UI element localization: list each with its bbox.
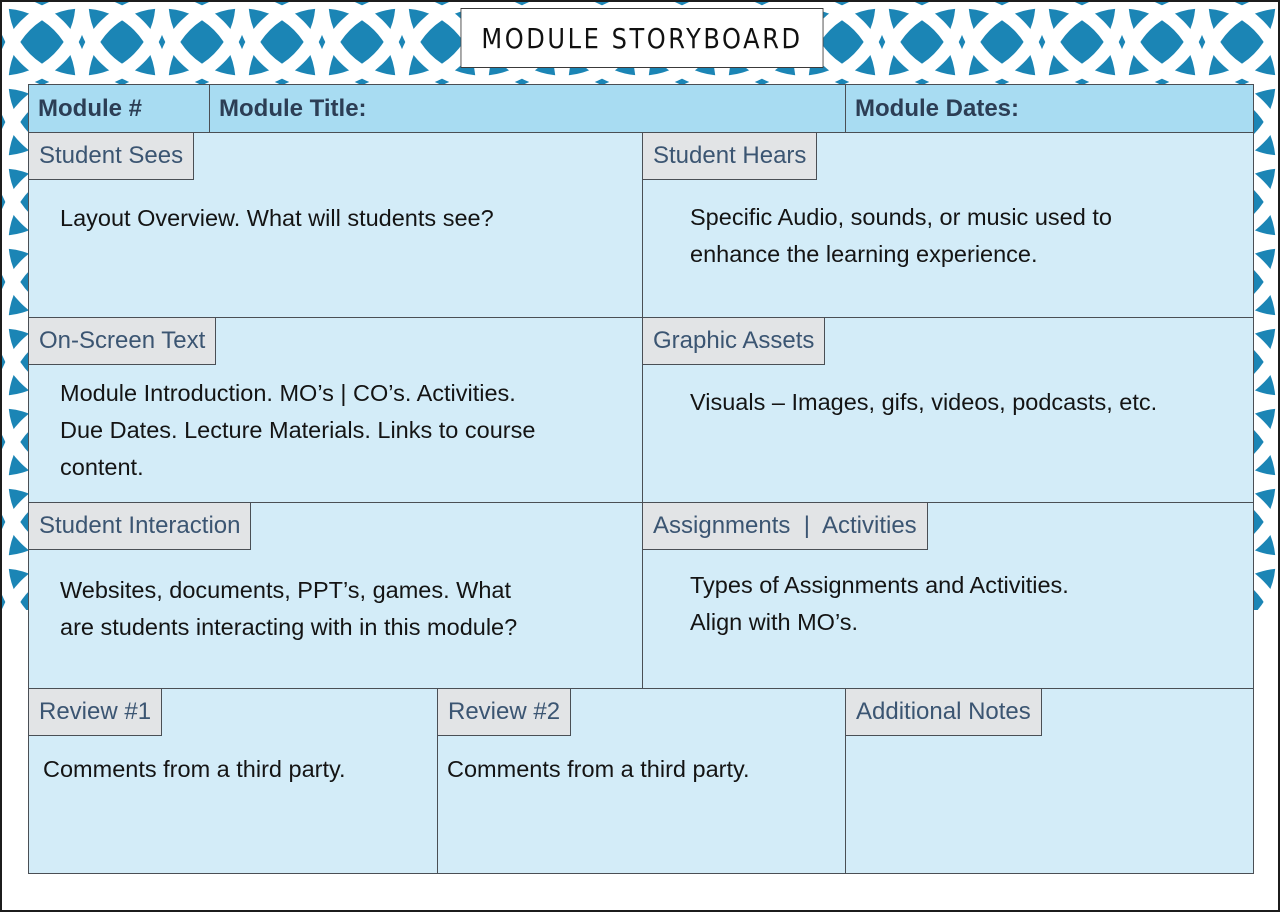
student-sees-cell[interactable] [28,132,643,318]
student-hears-line-1: Specific Audio, sounds, or music used to [690,204,1112,230]
review-2-text: Comments from a third party. [447,756,750,782]
student-hears-tab: Student Hears [642,132,817,180]
student-sees-tab: Student Sees [28,132,194,180]
on-screen-text-line-2: Due Dates. Lecture Materials. Links to course [60,417,536,443]
on-screen-text-line-1: Module Introduction. MO’s | CO’s. Activities. [60,380,516,406]
student-hears-cell[interactable] [642,132,1254,318]
module-number-cell[interactable] [28,84,210,133]
student-interaction-text [60,572,517,646]
assignments-activities-line-1: Types of Assignments and Activities. [690,572,1069,598]
on-screen-text-line-3: content. [60,454,144,480]
student-hears-line-2: enhance the learning experience. [690,241,1038,267]
assignments-activities-text [690,567,1069,641]
graphic-assets-text: Visuals – Images, gifs, videos, podcasts, etc. [690,389,1158,415]
review-1-text: Comments from a third party. [43,756,346,782]
student-interaction-line-1: Websites, documents, PPT’s, games. What [60,577,512,603]
module-title-label: Module Title: [219,94,367,122]
review-2-tab: Review #2 [437,688,571,736]
additional-notes-tab: Additional Notes [845,688,1042,736]
assignments-activities-tab: Assignments | Activities [642,502,928,550]
module-dates-cell[interactable] [845,84,1254,133]
graphic-assets-cell[interactable] [642,317,1254,503]
additional-notes-cell[interactable] [845,688,1254,874]
module-title-cell[interactable] [209,84,846,133]
assignments-activities-cell[interactable] [642,502,1254,689]
module-dates-label: Module Dates: [855,94,1020,122]
on-screen-text-tab: On-Screen Text [28,317,216,365]
module-number-label: Module # [38,94,143,122]
student-interaction-cell[interactable] [28,502,643,689]
on-screen-text-cell[interactable] [28,317,643,503]
student-sees-text: Layout Overview. What will students see? [60,205,494,231]
assignments-activities-line-2: Align with MO’s. [690,609,859,635]
graphic-assets-tab: Graphic Assets [642,317,825,365]
review-2-cell[interactable] [437,688,847,874]
student-interaction-line-2: are students interacting with in this module? [60,614,518,640]
review-1-tab: Review #1 [28,688,162,736]
on-screen-text-body [60,375,535,486]
student-interaction-tab: Student Interaction [28,502,251,550]
review-1-cell[interactable] [28,688,439,874]
page-title: MODULE STORYBOARD [461,8,824,68]
student-hears-text [690,199,1112,273]
